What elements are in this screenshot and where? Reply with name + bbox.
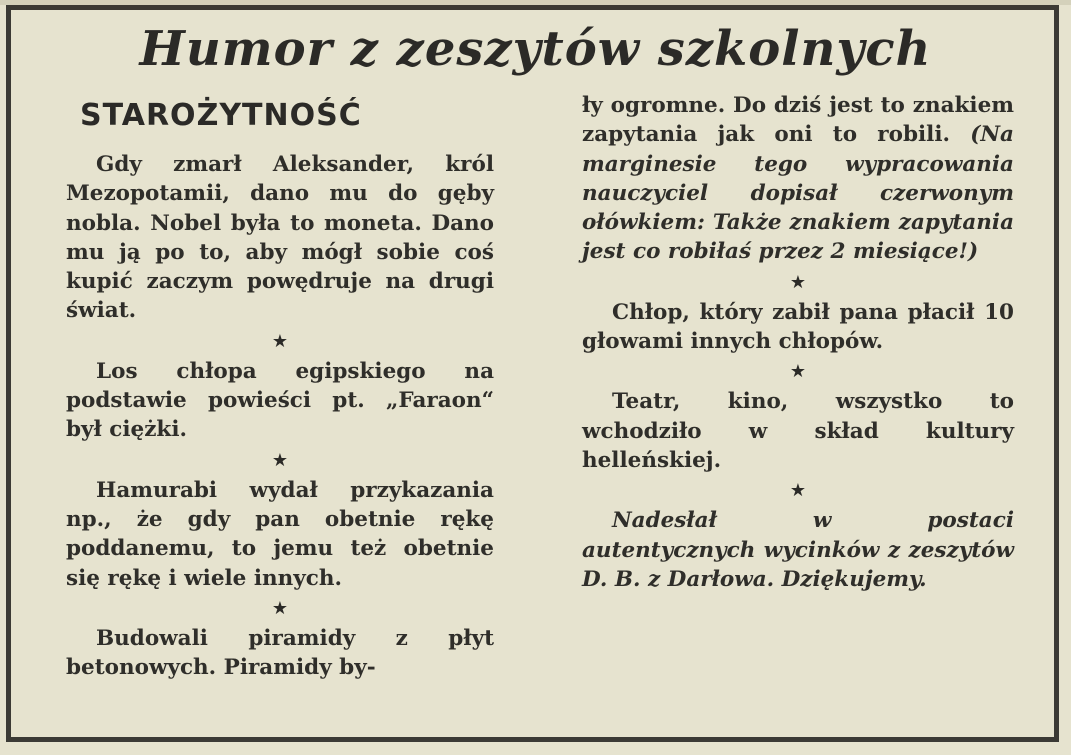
star-separator: ★ bbox=[271, 330, 289, 352]
paragraph-hamurabi: Hamurabi wydał przykazania np., że gdy pan obetnie rękę poddanemu, to jemu też obetnie się rękę i wiele innych. bbox=[66, 477, 494, 591]
teacher-note: (Na marginesie tego wypracowania nauczyciel dopisał czerwonym ołówkiem: Także znakiem zapytania jest co robiłaś przez 2 miesiące!) bbox=[582, 122, 1014, 265]
star-separator: ★ bbox=[271, 449, 289, 471]
paragraph-chlop-egipski: Los chłopa egipskiego na podstawie powieści pt. „Faraon“ był ciężki. bbox=[66, 358, 494, 443]
paragraph-piramidy-continued bbox=[582, 91, 1014, 267]
article-title: Humor z zeszytów szkolnych bbox=[139, 21, 932, 77]
paragraph-piramidy: Budowali piramidy z płyt betonowych. Piramidy by- bbox=[66, 625, 494, 681]
credits-note: Nadesłał w postaci autentycznych wycinków z zeszytów D. B. z Darłowa. Dziękujemy. bbox=[582, 508, 1014, 592]
left-column bbox=[66, 150, 494, 682]
star-separator: ★ bbox=[789, 480, 807, 502]
paragraph-chlop: Chłop, który zabił pana płacił 10 głowami innych chłopów. bbox=[582, 299, 1014, 355]
section-heading: STAROŻYTNOŚĆ bbox=[80, 98, 362, 133]
paragraph-aleksander: Gdy zmarł Aleksander, król Mezopotamii, dano mu do gęby nobla. Nobel była to moneta. Dano mu ją po to, aby mógł sobie coś kupić zaczym powędruje na drugi świat. bbox=[66, 152, 494, 324]
paragraph-piramidy-continued-text: ły ogromne. Do dziś jest to znakiem zapytania jak oni to robili. bbox=[582, 93, 1014, 148]
paragraph-teatr: Teatr, kino, wszystko to wchodziło w skład kultury helleńskiej. bbox=[582, 389, 1014, 473]
star-separator: ★ bbox=[789, 271, 807, 293]
star-separator: ★ bbox=[789, 361, 807, 383]
right-column bbox=[582, 91, 1014, 594]
star-separator: ★ bbox=[271, 597, 289, 619]
